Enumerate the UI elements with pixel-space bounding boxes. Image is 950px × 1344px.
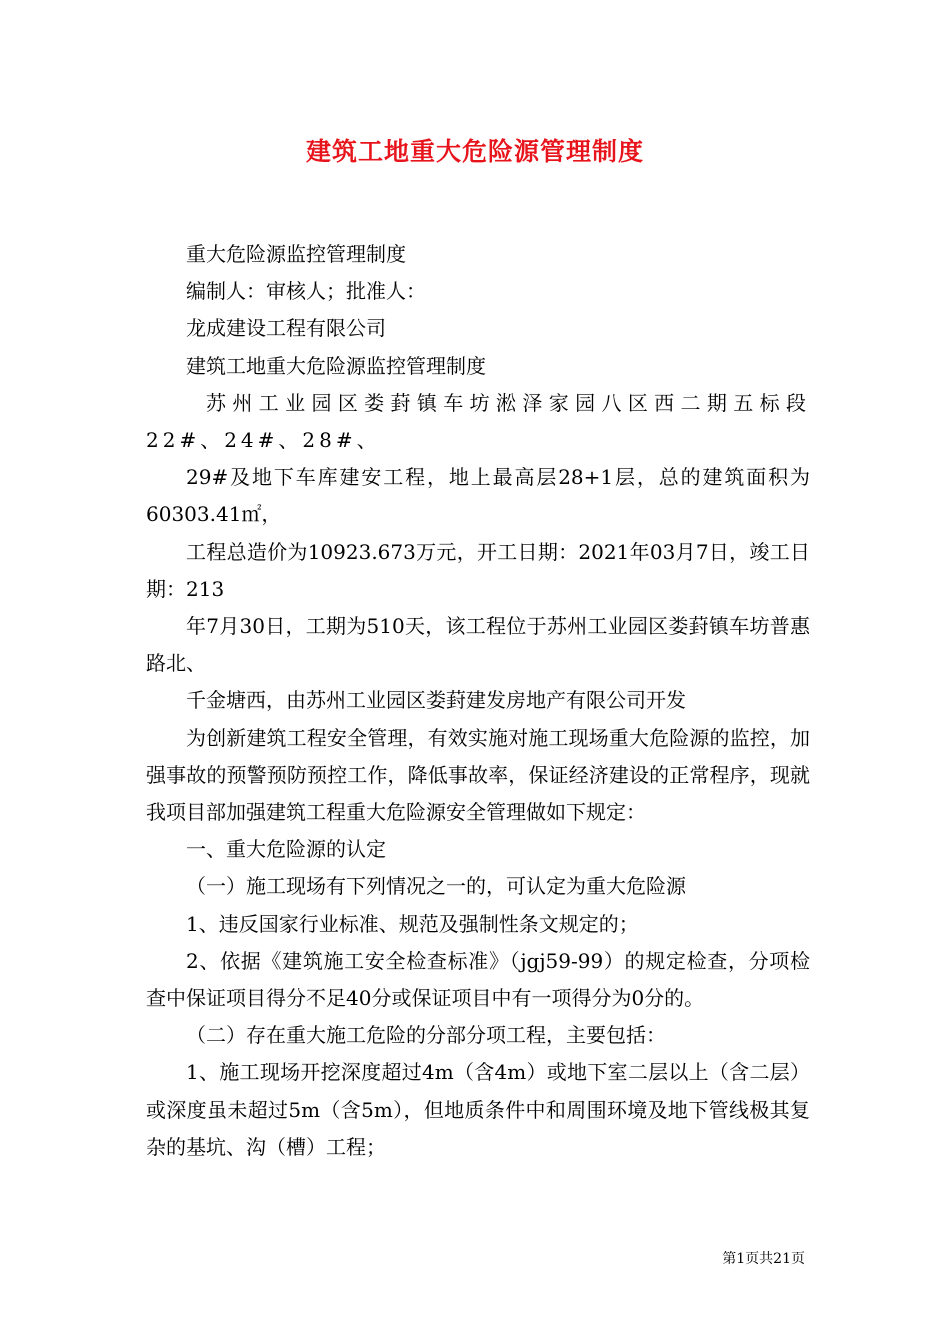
paragraph: 建筑工地重大危险源监控管理制度 bbox=[186, 353, 486, 378]
paragraph: 1、施工现场开挖深度超过4m（含4m）或地下室二层以上（含二层）或深度虽未超过5m（含5m），但地质条件中和周围环境及地下管线极其复杂的基坑、沟（槽）工程； bbox=[146, 1060, 810, 1159]
paragraph: 苏州工业园区娄葑镇车坊淞泽家园八区西二期五标段22#、24#、28#、 bbox=[146, 390, 810, 453]
paragraph: 为创新建筑工程安全管理，有效实施对施工现场重大危险源的监控，加强事故的预警预防预控工作，降低事故率，保证经济建设的正常程序，现就我项目部加强建筑工程重大危险源安全管理做如下规定： bbox=[146, 725, 810, 825]
paragraph: （一）施工现场有下列情况之一的，可认定为重大危险源 bbox=[186, 874, 686, 899]
paragraph: 龙成建设工程有限公司 bbox=[186, 316, 386, 341]
paragraph: 年7月30日，工期为510天，该工程位于苏州工业园区娄葑镇车坊普惠路北、 bbox=[146, 614, 810, 676]
paragraph: 一、重大危险源的认定 bbox=[186, 837, 386, 862]
paragraph: 2、依据《建筑施工安全检查标准》（jgj59-99）的规定检查，分项检查中保证项目得分不足40分或保证项目中有一项得分为0分的。 bbox=[146, 948, 810, 1011]
paragraph: 工程总造价为10923.673万元，开工日期：2021年03月7日，竣工日期：213 bbox=[146, 539, 810, 601]
paragraph: 29#及地下车库建安工程，地上最高层28+1层，总的建筑面积为60303.41㎡， bbox=[146, 465, 810, 527]
document-title: 建筑工地重大危险源管理制度 bbox=[305, 137, 644, 166]
paragraph: 编制人：审核人；批准人： bbox=[186, 279, 426, 304]
paragraph: 1、违反国家行业标准、规范及强制性条文规定的； bbox=[186, 911, 639, 936]
paragraph: 重大危险源监控管理制度 bbox=[186, 242, 406, 266]
document-body bbox=[146, 236, 810, 1166]
page-number: 第1页共21页 bbox=[722, 1251, 805, 1267]
paragraph: （二）存在重大施工危险的分部分项工程，主要包括： bbox=[186, 1023, 666, 1048]
paragraph: 千金塘西，由苏州工业园区娄葑建发房地产有限公司开发 bbox=[186, 688, 686, 713]
